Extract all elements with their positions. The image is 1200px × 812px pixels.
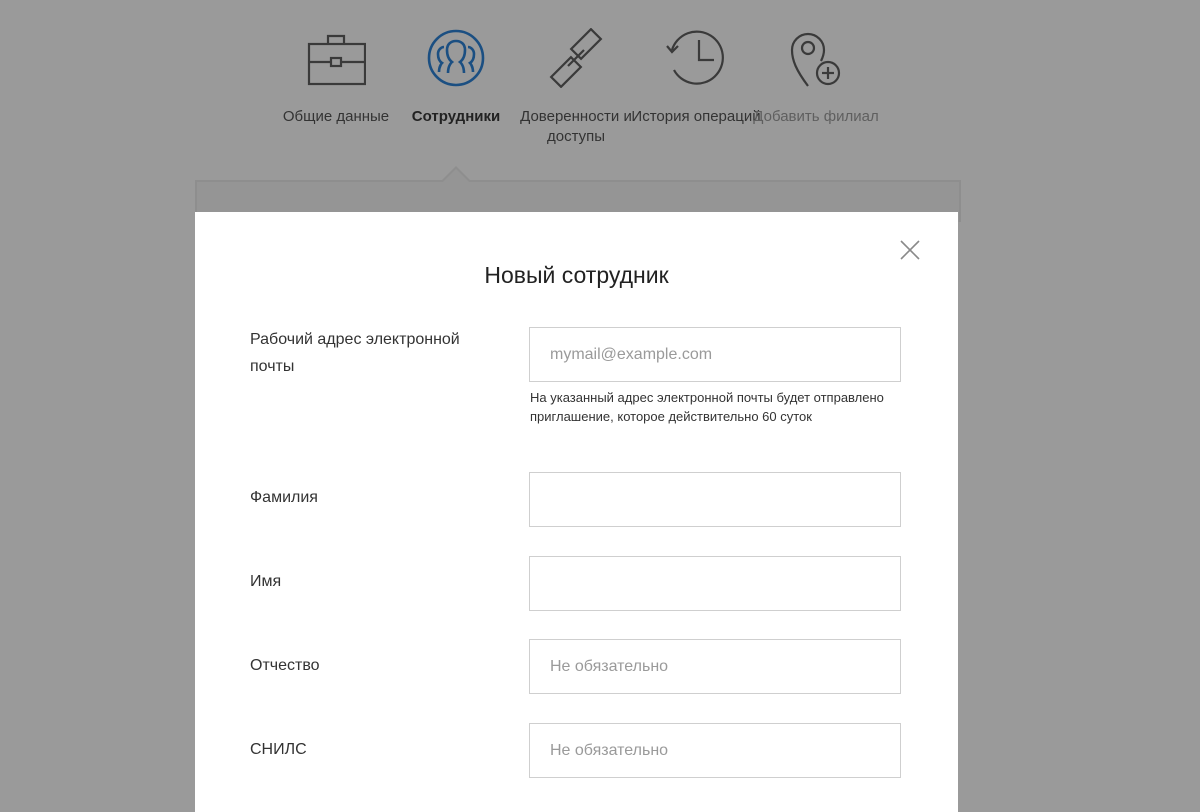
patronymic-label: Отчество xyxy=(250,657,320,674)
patronymic-field[interactable] xyxy=(529,639,901,694)
name-label: Имя xyxy=(250,573,282,590)
email-hint: На указанный адрес электронной почты будет отправлено приглашение, которое действительно 60 суток xyxy=(530,390,884,424)
nav-label-general-data: Общие данные xyxy=(282,108,390,125)
nav-label-add-branch: Добавить филиал xyxy=(753,108,879,125)
new-employee-modal xyxy=(195,212,958,812)
nav-label-employees: Сотрудники xyxy=(411,108,501,125)
nav-label-operations-history: История операций xyxy=(631,108,761,125)
active-tab-pointer-fill xyxy=(442,169,470,183)
briefcase-icon xyxy=(306,28,366,88)
chain-link-icon xyxy=(546,28,606,88)
email-field[interactable] xyxy=(529,327,901,382)
close-button[interactable] xyxy=(898,238,922,262)
email-label: Рабочий адрес электронной почты xyxy=(250,331,460,375)
section-nav xyxy=(0,0,1200,180)
modal-title: Новый сотрудник xyxy=(484,262,669,288)
surname-label: Фамилия xyxy=(250,489,318,506)
add-location-icon xyxy=(786,28,846,88)
employees-icon xyxy=(426,28,486,88)
history-clock-icon xyxy=(666,28,726,88)
surname-field[interactable] xyxy=(529,472,901,527)
snils-label: СНИЛС xyxy=(250,741,307,758)
snils-field[interactable] xyxy=(529,723,901,778)
close-icon xyxy=(898,238,922,262)
name-field[interactable] xyxy=(529,556,901,611)
nav-label-powers-of-attorney: Доверенности и доступы xyxy=(520,108,632,145)
